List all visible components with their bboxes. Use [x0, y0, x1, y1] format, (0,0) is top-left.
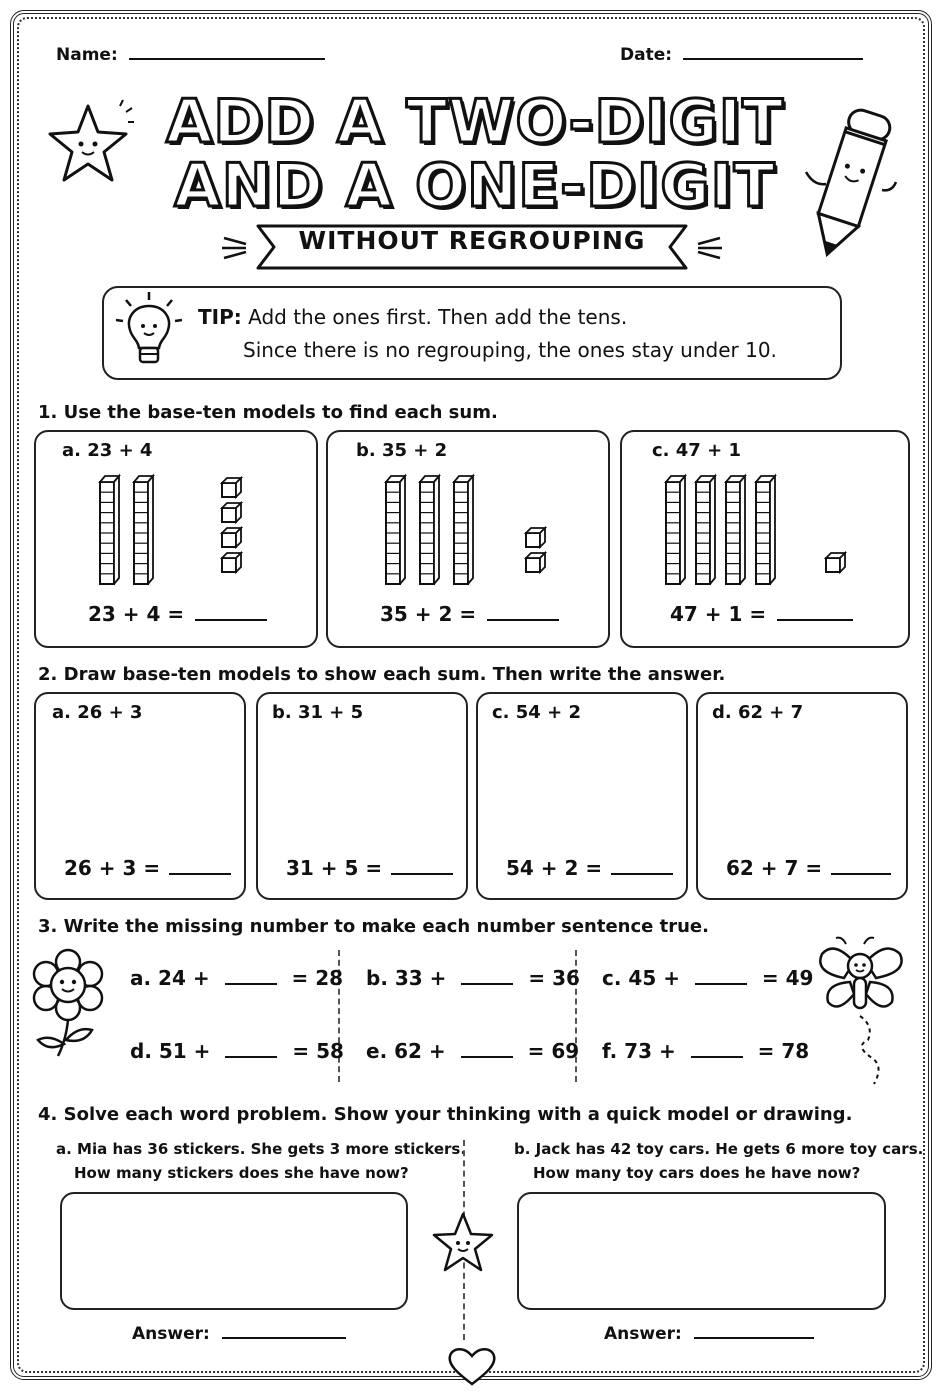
name-field — [56, 44, 325, 65]
s2-equation-a — [64, 856, 231, 880]
butterfly-icon — [814, 934, 910, 1094]
s4-b-line-1: b. Jack has 42 toy cars. He gets 6 more toy cars. — [514, 1140, 924, 1158]
s3-c-right: = 49 — [761, 966, 814, 990]
s3-e-left: e. 62 + — [366, 1039, 446, 1063]
tens-rod — [386, 476, 405, 584]
s2-equation-d — [726, 856, 891, 880]
tip-box — [102, 286, 842, 380]
model-c — [666, 476, 845, 584]
tens-rod — [100, 476, 119, 584]
s1-eq-b-text: 35 + 2 = — [380, 602, 477, 626]
title-line-2: AND A ONE-DIGIT — [174, 151, 776, 221]
s1-equation-c — [670, 602, 853, 626]
ones-cube — [222, 553, 241, 572]
s1-answer-a[interactable] — [195, 605, 267, 621]
s3-item-b — [366, 966, 580, 990]
ones-cube — [222, 528, 241, 547]
section-3-heading: 3. Write the missing number to make each number sentence true. — [38, 916, 709, 937]
star-icon — [42, 98, 134, 190]
s1-equation-b — [380, 602, 559, 626]
s3-item-c — [602, 966, 813, 990]
name-line[interactable] — [129, 44, 325, 60]
s2-label-b: b. 31 + 5 — [272, 702, 364, 723]
title-line-1: ADD A TWO-DIGIT — [165, 87, 785, 157]
s3-d-right: = 58 — [292, 1039, 344, 1063]
s4-answer-a — [132, 1323, 346, 1344]
s3-f-blank[interactable] — [691, 1042, 743, 1058]
s4-b-line-2: How many toy cars does he have now? — [533, 1164, 861, 1182]
s3-item-f — [602, 1039, 809, 1063]
s1-answer-c[interactable] — [777, 605, 853, 621]
s3-d-blank[interactable] — [225, 1042, 277, 1058]
name-label: Name: — [56, 45, 118, 65]
tip-text-1: Add the ones first. Then add the tens. — [248, 305, 628, 329]
heart-icon — [446, 1344, 498, 1388]
s3-b-right: = 36 — [528, 966, 580, 990]
ones-cube — [526, 528, 545, 547]
tens-rod — [696, 476, 715, 584]
s2-answer-a[interactable] — [169, 859, 231, 875]
s1-label-c: c. 47 + 1 — [652, 440, 741, 461]
section-4-heading: 4. Solve each word problem. Show your thinking with a quick model or drawing. — [38, 1104, 853, 1125]
s3-f-left: f. 73 + — [602, 1039, 676, 1063]
s4-work-box-a[interactable] — [60, 1192, 408, 1310]
s4-a-line-1: a. Mia has 36 stickers. She gets 3 more stickers. — [56, 1140, 467, 1158]
tens-rod — [756, 476, 775, 584]
star-icon-small — [430, 1210, 496, 1276]
s4-a-line-2: How many stickers does she have now? — [74, 1164, 409, 1182]
ones-cube — [222, 478, 241, 497]
s3-a-blank[interactable] — [225, 969, 277, 985]
s3-d-left: d. 51 + — [130, 1039, 211, 1063]
s2-eq-c-text: 54 + 2 = — [506, 856, 603, 880]
s4-answer-b-label: Answer: — [604, 1324, 682, 1344]
s3-e-right: = 69 — [527, 1039, 580, 1063]
s2-answer-d[interactable] — [831, 859, 891, 875]
tip-text-2: Since there is no regrouping, the ones stay under 10. — [243, 338, 777, 362]
flower-icon — [28, 948, 108, 1060]
s2-eq-b-text: 31 + 5 = — [286, 856, 383, 880]
s2-equation-c — [506, 856, 673, 880]
base-ten-models — [34, 470, 910, 585]
s4-answer-a-line[interactable] — [222, 1323, 346, 1339]
s3-item-d — [130, 1039, 344, 1063]
tip-line-1 — [198, 305, 627, 329]
s3-a-left: a. 24 + — [130, 966, 210, 990]
date-field — [620, 44, 863, 65]
s3-item-e — [366, 1039, 579, 1063]
s1-label-b: b. 35 + 2 — [356, 440, 448, 461]
s2-label-d: d. 62 + 7 — [712, 702, 804, 723]
tens-rod — [420, 476, 439, 584]
s3-c-left: c. 45 + — [602, 966, 680, 990]
s3-c-blank[interactable] — [695, 969, 747, 985]
s3-item-a — [130, 966, 343, 990]
s2-label-a: a. 26 + 3 — [52, 702, 143, 723]
tip-label: TIP: — [198, 305, 242, 329]
s2-label-c: c. 54 + 2 — [492, 702, 581, 723]
s4-answer-a-label: Answer: — [132, 1324, 210, 1344]
ones-cube — [826, 553, 845, 572]
model-a — [100, 476, 241, 584]
tens-rod — [666, 476, 685, 584]
lightbulb-icon — [112, 290, 186, 372]
date-label: Date: — [620, 45, 673, 65]
s3-b-left: b. 33 + — [366, 966, 447, 990]
s3-e-blank[interactable] — [461, 1042, 513, 1058]
s1-label-a: a. 23 + 4 — [62, 440, 153, 461]
tens-rod — [454, 476, 473, 584]
s3-b-blank[interactable] — [461, 969, 513, 985]
section-1-heading: 1. Use the base-ten models to find each sum. — [38, 402, 498, 423]
s1-eq-a-text: 23 + 4 = — [88, 602, 185, 626]
date-line[interactable] — [683, 44, 863, 60]
s4-answer-b-line[interactable] — [694, 1323, 814, 1339]
ones-cube — [222, 503, 241, 522]
model-b — [386, 476, 545, 584]
s2-eq-d-text: 62 + 7 = — [726, 856, 823, 880]
tens-rod — [726, 476, 745, 584]
s1-answer-b[interactable] — [487, 605, 559, 621]
tens-rod — [134, 476, 153, 584]
s2-eq-a-text: 26 + 3 = — [64, 856, 161, 880]
s2-answer-b[interactable] — [391, 859, 453, 875]
s1-eq-c-text: 47 + 1 = — [670, 602, 767, 626]
s3-f-right: = 78 — [757, 1039, 810, 1063]
ribbon-text: WITHOUT REGROUPING — [298, 226, 646, 255]
s2-answer-c[interactable] — [611, 859, 673, 875]
s1-equation-a — [88, 602, 267, 626]
s4-work-box-b[interactable] — [517, 1192, 886, 1310]
ones-cube — [526, 553, 545, 572]
s3-a-right: = 28 — [291, 966, 344, 990]
s2-equation-b — [286, 856, 453, 880]
s4-answer-b — [604, 1323, 814, 1344]
section-2-heading: 2. Draw base-ten models to show each sum. Then write the answer. — [38, 664, 726, 685]
